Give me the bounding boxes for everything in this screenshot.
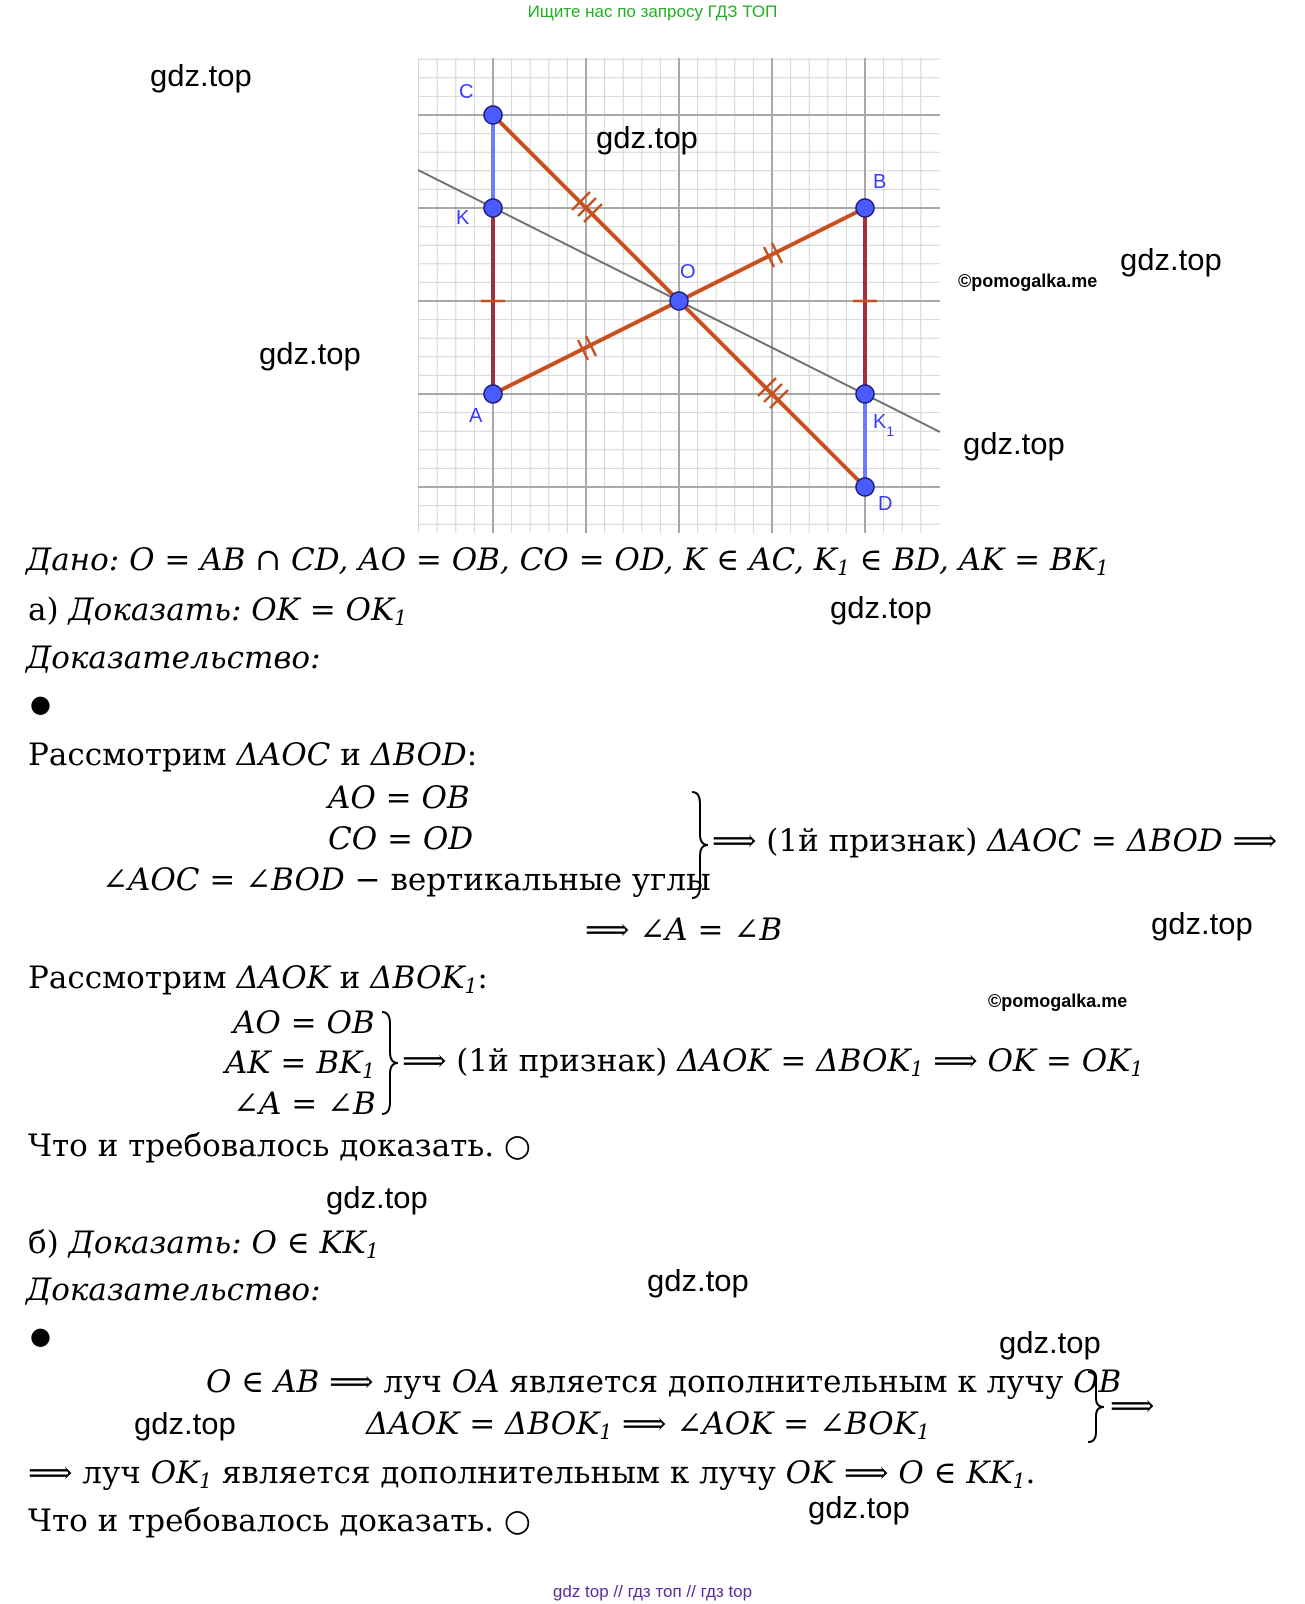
part-b-proof-label: Доказательство:	[26, 1272, 321, 1308]
sys2-result: ⟹ (1й признак) $\Delta AOK = \Delta BOK_1$ ⟹ OK = $OK_1$	[402, 1043, 1144, 1082]
watermark: gdz.top	[596, 120, 698, 155]
brace-right-3	[1086, 1370, 1106, 1444]
watermark: gdz.top	[1120, 242, 1222, 277]
watermark: gdz.top	[326, 1180, 428, 1215]
bullet: ●	[30, 1322, 51, 1350]
watermark: gdz.top	[259, 336, 361, 371]
watermark: gdz.top	[808, 1490, 910, 1525]
sys1-continuation: ⟹ ∠A = ∠B	[585, 912, 783, 948]
label-b: B	[873, 171, 887, 193]
part-b-qed: Что и требовалось доказать. ○	[28, 1503, 531, 1539]
part-b-line2: $\Delta AOK = \Delta BOK_1$ ⟹ ∠AOK = $\angle BOK_1$	[366, 1406, 930, 1445]
watermark: gdz.top	[1151, 906, 1253, 941]
watermark-pomogalka: ©pomogalka.me	[988, 991, 1128, 1011]
consider-aoc-bod: Рассмотрим ΔAOC и ΔBOD:	[28, 737, 478, 773]
brace-right-2	[380, 1010, 400, 1116]
label-d: D	[878, 493, 893, 515]
given-label: Дано	[26, 542, 109, 578]
point-c	[484, 106, 502, 124]
watermark: gdz.top	[134, 1406, 236, 1441]
point-a	[484, 385, 502, 403]
watermark-pomogalka: ©pomogalka.me	[958, 271, 1098, 291]
point-b	[856, 199, 874, 217]
part-a-qed: Что и требовалось доказать. ○	[28, 1128, 531, 1164]
watermark: gdz.top	[999, 1325, 1101, 1360]
part-b-arrow: ⟹	[1110, 1388, 1155, 1424]
search-hint[interactable]: Ищите нас по запросу ГДЗ ТОП	[527, 2, 778, 21]
part-b-line1: O ∈ AB ⟹ луч OA является дополнительным к лучу OB	[206, 1364, 1122, 1400]
label-k1: $K_1$	[873, 411, 895, 439]
brace-right-1	[690, 790, 710, 900]
sys1-line3: ∠AOC = ∠BOD − вертикальные углы	[102, 862, 711, 898]
watermark: gdz.top	[150, 58, 252, 93]
consider-aok-bok1: Рассмотрим ΔAOK и $\Delta BOK_1$:	[28, 960, 488, 999]
label-k: K	[456, 207, 470, 229]
sys2-line1: AO = OB	[233, 1005, 375, 1041]
sys2-line3: ∠A = ∠B	[233, 1086, 376, 1122]
watermark: gdz.top	[647, 1263, 749, 1298]
watermark: gdz.top	[830, 590, 932, 625]
point-k1	[856, 385, 874, 403]
part-a-proof-label: Доказательство:	[26, 640, 321, 676]
sys1-line1: AO = OB	[328, 780, 470, 816]
label-o: O	[680, 261, 696, 283]
part-b-line3: ⟹ луч $OK_1$ является дополнительным к лучу OK ⟹ O ∈ $KK_1$.	[28, 1455, 1036, 1494]
label-a: A	[469, 405, 483, 427]
sys1-result: ⟹ (1й признак) ΔAOC = ΔBOD ⟹	[712, 823, 1278, 859]
point-k	[484, 199, 502, 217]
watermark: gdz.top	[963, 426, 1065, 461]
given-line: Дано: O = AB ∩ CD, AO = OB, CO = OD, K ∈ AC, $K_1$ ∈ BD, AK = $BK_1$	[26, 542, 1109, 581]
bullet: ●	[30, 690, 51, 718]
point-d	[856, 478, 874, 496]
sys2-line2: AK = $BK_1$	[225, 1045, 375, 1084]
sys1-line2: CO = OD	[328, 821, 474, 857]
point-o	[670, 292, 688, 310]
part-a-task: а) Доказать: OK = $OK_1$	[28, 592, 407, 631]
part-b-task: б) Доказать: O ∈ $KK_1$	[28, 1225, 379, 1264]
footer-links[interactable]: gdz top // гдз топ // гдз top	[552, 1582, 753, 1601]
label-c: C	[459, 81, 474, 103]
